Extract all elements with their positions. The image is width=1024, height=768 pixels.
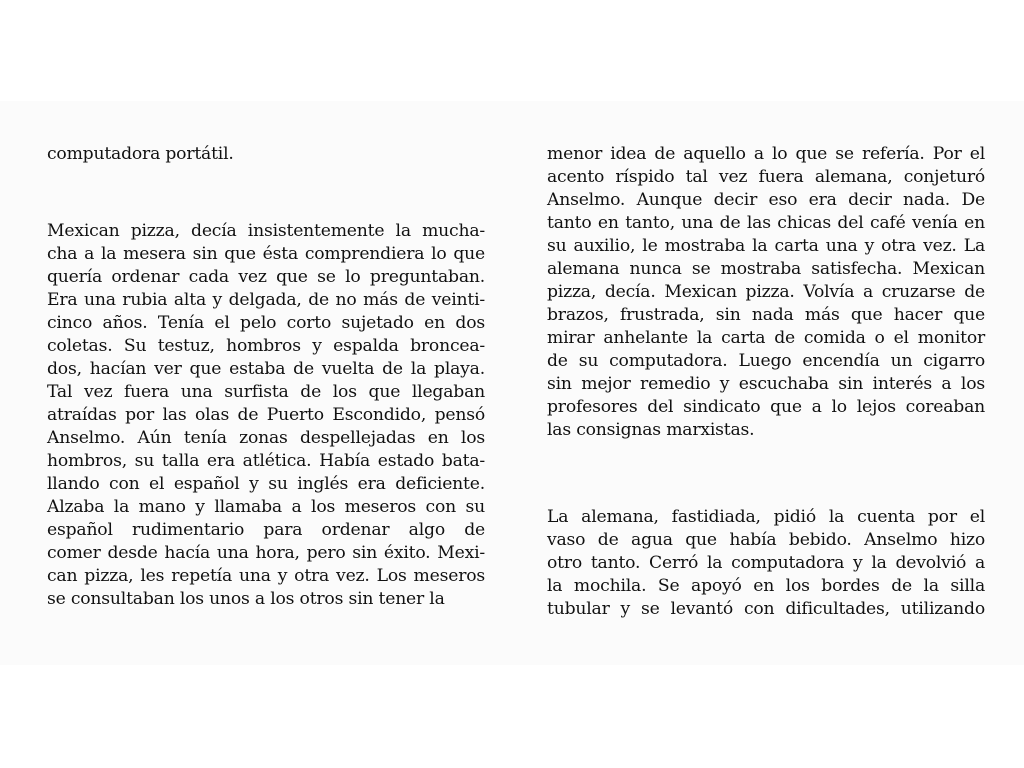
text-line: pizza, decía. Mexican pizza. Volvía a cruzarse de xyxy=(547,282,985,302)
text-line: de su computadora. Luego encendía un cigarro xyxy=(547,351,985,371)
text-line: Tal vez fuera una surfista de los que llegaban xyxy=(47,382,485,402)
text-line: coletas. Su testuz, hombros y espalda broncea- xyxy=(47,336,485,356)
text-line: español rudimentario para ordenar algo de xyxy=(47,520,485,540)
text-line: mirar anhelante la carta de comida o el monitor xyxy=(547,328,985,348)
text-line: quería ordenar cada vez que se lo preguntaban. xyxy=(47,267,485,287)
text-line: profesores del sindicato que a lo lejos coreaban xyxy=(547,397,985,417)
text-line: vaso de agua que había bebido. Anselmo hizo xyxy=(547,530,985,550)
text-line: Anselmo. Aunque decir eso era decir nada. De xyxy=(547,190,985,210)
text-line: las consignas marxistas. xyxy=(547,420,755,440)
text-line: La alemana, fastidiada, pidió la cuenta por el xyxy=(547,507,985,527)
text-line: sin mejor remedio y escuchaba sin interés a los xyxy=(547,374,985,394)
text-line: su auxilio, le mostraba la carta una y otra vez. La xyxy=(547,236,985,256)
text-line: atraídas por las olas de Puerto Escondido, pensó xyxy=(47,405,485,425)
text-line: hombros, su talla era atlética. Había estado bata- xyxy=(47,451,485,471)
text-line: la mochila. Se apoyó en los bordes de la silla xyxy=(547,576,985,596)
text-line: dos, hacían ver que estaba de vuelta de la playa. xyxy=(47,359,485,379)
text-line: menor idea de aquello a lo que se refería. Por el xyxy=(547,144,985,164)
text-line: tanto en tanto, una de las chicas del café venía en xyxy=(547,213,985,233)
text-line: tubular y se levantó con dificultades, utilizando xyxy=(547,599,985,619)
text-line: cha a la mesera sin que ésta comprendiera lo que xyxy=(47,244,485,264)
text-line: can pizza, les repetía una y otra vez. Los meseros xyxy=(47,566,485,586)
text-line: alemana nunca se mostraba satisfecha. Mexican xyxy=(547,259,985,279)
text-line: Mexican pizza, decía insistentemente la mucha- xyxy=(47,221,485,241)
text-line: cinco años. Tenía el pelo corto sujetado en dos xyxy=(47,313,485,333)
text-line: se consultaban los unos a los otros sin tener la xyxy=(47,589,445,609)
text-line: comer desde hacía una hora, pero sin éxito. Mexi- xyxy=(47,543,485,563)
text-line: Anselmo. Aún tenía zonas despellejadas en los xyxy=(47,428,485,448)
text-line: computadora portátil. xyxy=(47,144,234,164)
text-line: brazos, frustrada, sin nada más que hacer que xyxy=(547,305,985,325)
text-line: llando con el español y su inglés era deficiente. xyxy=(47,474,485,494)
text-line: Era una rubia alta y delgada, de no más de veinti- xyxy=(47,290,485,310)
text-line: otro tanto. Cerró la computadora y la devolvió a xyxy=(547,553,985,573)
text-line: acento ríspido tal vez fuera alemana, conjeturó xyxy=(547,167,985,187)
text-line: Alzaba la mano y llamaba a los meseros con su xyxy=(47,497,485,517)
